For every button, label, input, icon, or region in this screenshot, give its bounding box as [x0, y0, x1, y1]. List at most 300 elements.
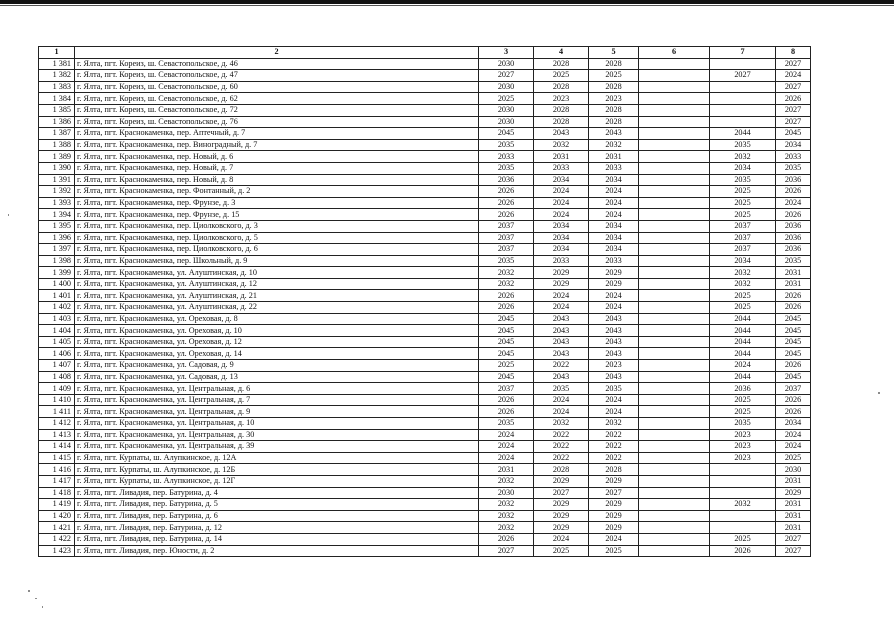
- row-number-cell: 1 408: [39, 371, 75, 383]
- year-cell-8: 2029: [776, 487, 811, 499]
- table-row: [39, 278, 811, 290]
- year-cell-5: 2024: [589, 290, 639, 302]
- year-cell-8: 2045: [776, 313, 811, 325]
- row-number-cell: 1 396: [39, 232, 75, 244]
- year-cell-4: 2024: [534, 394, 589, 406]
- row-number-cell: 1 414: [39, 441, 75, 453]
- table-row: [39, 267, 811, 279]
- address-cell: г. Ялта, пгт. Кореиз, ш. Севастопольское, д. 60: [75, 81, 479, 93]
- year-cell-8: 2027: [776, 533, 811, 545]
- year-cell-7: 2044: [710, 325, 776, 337]
- year-cell-3: 2031: [479, 464, 534, 476]
- year-cell-6: [639, 209, 710, 221]
- table-row: [39, 70, 811, 82]
- table-row: [39, 93, 811, 105]
- year-cell-5: 2043: [589, 313, 639, 325]
- year-cell-7: 2035: [710, 174, 776, 186]
- year-cell-6: [639, 464, 710, 476]
- address-cell: г. Ялта, пгт. Краснокаменка, пер. Аптечный, д. 7: [75, 128, 479, 140]
- year-cell-6: [639, 232, 710, 244]
- year-cell-8: 2031: [776, 510, 811, 522]
- year-cell-5: 2024: [589, 406, 639, 418]
- address-cell: г. Ялта, пгт. Краснокаменка, ул. Садовая, д. 9: [75, 360, 479, 372]
- year-cell-4: 2043: [534, 336, 589, 348]
- column-header: 1: [39, 47, 75, 59]
- year-cell-4: 2024: [534, 209, 589, 221]
- year-cell-8: 2026: [776, 302, 811, 314]
- year-cell-6: [639, 394, 710, 406]
- year-cell-5: 2023: [589, 93, 639, 105]
- year-cell-8: 2034: [776, 139, 811, 151]
- year-cell-8: 2034: [776, 418, 811, 430]
- year-cell-6: [639, 278, 710, 290]
- year-cell-7: 2023: [710, 452, 776, 464]
- row-number-cell: 1 383: [39, 81, 75, 93]
- address-cell: г. Ялта, пгт. Краснокаменка, пер. Новый, д. 8: [75, 174, 479, 186]
- scan-speck: [42, 606, 43, 608]
- year-cell-3: 2024: [479, 452, 534, 464]
- year-cell-7: 2025: [710, 394, 776, 406]
- address-cell: г. Ялта, пгт. Краснокаменка, пер. Циолковского, д. 6: [75, 244, 479, 256]
- address-cell: г. Ялта, пгт. Кореиз, ш. Севастопольское, д. 46: [75, 58, 479, 70]
- year-cell-3: 2030: [479, 104, 534, 116]
- column-header: 5: [589, 47, 639, 59]
- year-cell-3: 2045: [479, 336, 534, 348]
- year-cell-6: [639, 510, 710, 522]
- year-cell-5: 2031: [589, 151, 639, 163]
- address-cell: г. Ялта, пгт. Курпаты, ш. Алупкинское, д. 12Б: [75, 464, 479, 476]
- row-number-cell: 1 415: [39, 452, 75, 464]
- year-cell-7: [710, 522, 776, 534]
- row-number-cell: 1 393: [39, 197, 75, 209]
- year-cell-7: 2025: [710, 302, 776, 314]
- year-cell-8: 2045: [776, 348, 811, 360]
- row-number-cell: 1 385: [39, 104, 75, 116]
- row-number-cell: 1 392: [39, 186, 75, 198]
- year-cell-5: 2029: [589, 267, 639, 279]
- year-cell-8: 2035: [776, 255, 811, 267]
- year-cell-7: 2037: [710, 220, 776, 232]
- year-cell-8: 2045: [776, 371, 811, 383]
- table-row: [39, 209, 811, 221]
- address-cell: г. Ялта, пгт. Краснокаменка, ул. Центральная, д. 7: [75, 394, 479, 406]
- year-cell-6: [639, 302, 710, 314]
- year-cell-8: 2026: [776, 406, 811, 418]
- year-cell-5: 2025: [589, 70, 639, 82]
- year-cell-8: 2036: [776, 244, 811, 256]
- year-cell-7: 2025: [710, 186, 776, 198]
- year-cell-5: 2029: [589, 499, 639, 511]
- year-cell-5: 2024: [589, 533, 639, 545]
- year-cell-7: 2032: [710, 267, 776, 279]
- year-cell-4: 2043: [534, 313, 589, 325]
- year-cell-4: 2033: [534, 255, 589, 267]
- year-cell-8: 2027: [776, 116, 811, 128]
- address-cell: г. Ялта, пгт. Краснокаменка, ул. Ореховая, д. 14: [75, 348, 479, 360]
- table-row: [39, 522, 811, 534]
- address-cell: г. Ялта, пгт. Краснокаменка, пер. Виноградный, д. 7: [75, 139, 479, 151]
- address-cell: г. Ялта, пгт. Краснокаменка, ул. Центральная, д. 10: [75, 418, 479, 430]
- address-cell: г. Ялта, пгт. Краснокаменка, ул. Алуштинская, д. 22: [75, 302, 479, 314]
- address-cell: г. Ялта, пгт. Курпаты, ш. Алупкинское, д. 12А: [75, 452, 479, 464]
- year-cell-7: 2025: [710, 290, 776, 302]
- table-row: [39, 533, 811, 545]
- year-cell-4: 2028: [534, 116, 589, 128]
- year-cell-3: 2035: [479, 139, 534, 151]
- year-cell-7: 2044: [710, 348, 776, 360]
- year-cell-7: 2034: [710, 255, 776, 267]
- year-cell-6: [639, 58, 710, 70]
- scan-top-border-line: [0, 5, 894, 6]
- year-cell-3: 2026: [479, 406, 534, 418]
- year-cell-3: 2033: [479, 151, 534, 163]
- table-row: [39, 383, 811, 395]
- year-cell-5: 2029: [589, 510, 639, 522]
- year-cell-8: 2033: [776, 151, 811, 163]
- address-cell: г. Ялта, пгт. Краснокаменка, пер. Фрунзе, д. 15: [75, 209, 479, 221]
- year-cell-4: 2029: [534, 499, 589, 511]
- year-cell-5: 2043: [589, 371, 639, 383]
- year-cell-7: 2024: [710, 360, 776, 372]
- housing-schedule-table: [38, 46, 811, 557]
- year-cell-6: [639, 533, 710, 545]
- year-cell-3: 2045: [479, 313, 534, 325]
- year-cell-5: 2024: [589, 209, 639, 221]
- year-cell-6: [639, 487, 710, 499]
- year-cell-5: 2035: [589, 383, 639, 395]
- year-cell-6: [639, 406, 710, 418]
- year-cell-4: 2043: [534, 371, 589, 383]
- table-row: [39, 232, 811, 244]
- year-cell-3: 2032: [479, 267, 534, 279]
- year-cell-6: [639, 475, 710, 487]
- year-cell-7: 2025: [710, 533, 776, 545]
- address-cell: г. Ялта, пгт. Краснокаменка, ул. Ореховая, д. 12: [75, 336, 479, 348]
- row-number-cell: 1 413: [39, 429, 75, 441]
- scan-speck: [35, 598, 37, 599]
- year-cell-4: 2024: [534, 302, 589, 314]
- year-cell-7: [710, 464, 776, 476]
- year-cell-8: 2026: [776, 290, 811, 302]
- row-number-cell: 1 398: [39, 255, 75, 267]
- row-number-cell: 1 420: [39, 510, 75, 522]
- year-cell-7: 2025: [710, 406, 776, 418]
- year-cell-6: [639, 371, 710, 383]
- address-cell: г. Ялта, пгт. Курпаты, ш. Алупкинское, д. 12Г: [75, 475, 479, 487]
- year-cell-8: 2036: [776, 232, 811, 244]
- year-cell-5: 2043: [589, 348, 639, 360]
- year-cell-4: 2029: [534, 278, 589, 290]
- year-cell-7: [710, 58, 776, 70]
- year-cell-4: 2031: [534, 151, 589, 163]
- year-cell-6: [639, 522, 710, 534]
- year-cell-3: 2037: [479, 220, 534, 232]
- row-number-cell: 1 402: [39, 302, 75, 314]
- row-number-cell: 1 399: [39, 267, 75, 279]
- year-cell-8: 2031: [776, 475, 811, 487]
- year-cell-6: [639, 429, 710, 441]
- year-cell-8: 2045: [776, 128, 811, 140]
- year-cell-3: 2032: [479, 499, 534, 511]
- year-cell-5: 2028: [589, 116, 639, 128]
- table-row: [39, 475, 811, 487]
- year-cell-6: [639, 452, 710, 464]
- table-row: [39, 510, 811, 522]
- table-row: [39, 499, 811, 511]
- table-row: [39, 406, 811, 418]
- year-cell-7: 2032: [710, 499, 776, 511]
- year-cell-5: 2032: [589, 139, 639, 151]
- table-row: [39, 255, 811, 267]
- address-cell: г. Ялта, пгт. Краснокаменка, ул. Алуштинская, д. 12: [75, 278, 479, 290]
- year-cell-7: 2032: [710, 151, 776, 163]
- year-cell-4: 2029: [534, 522, 589, 534]
- year-cell-3: 2036: [479, 174, 534, 186]
- table-row: [39, 81, 811, 93]
- year-cell-6: [639, 336, 710, 348]
- table-row: [39, 394, 811, 406]
- year-cell-6: [639, 418, 710, 430]
- address-cell: г. Ялта, пгт. Краснокаменка, ул. Ореховая, д. 10: [75, 325, 479, 337]
- year-cell-4: 2022: [534, 452, 589, 464]
- year-cell-4: 2024: [534, 186, 589, 198]
- year-cell-6: [639, 93, 710, 105]
- year-cell-7: [710, 510, 776, 522]
- year-cell-8: 2031: [776, 522, 811, 534]
- address-cell: г. Ялта, пгт. Ливадия, пер. Батурина, д. 12: [75, 522, 479, 534]
- scan-top-border: [0, 0, 894, 4]
- year-cell-3: 2024: [479, 429, 534, 441]
- year-cell-6: [639, 70, 710, 82]
- table-row: [39, 104, 811, 116]
- column-header: 8: [776, 47, 811, 59]
- table-row: [39, 58, 811, 70]
- year-cell-7: 2035: [710, 139, 776, 151]
- row-number-cell: 1 416: [39, 464, 75, 476]
- row-number-cell: 1 411: [39, 406, 75, 418]
- address-cell: г. Ялта, пгт. Краснокаменка, ул. Центральная, д. 30: [75, 429, 479, 441]
- year-cell-3: 2032: [479, 510, 534, 522]
- row-number-cell: 1 419: [39, 499, 75, 511]
- row-number-cell: 1 391: [39, 174, 75, 186]
- year-cell-3: 2035: [479, 255, 534, 267]
- address-cell: г. Ялта, пгт. Краснокаменка, пер. Циолковского, д. 3: [75, 220, 479, 232]
- year-cell-8: 2045: [776, 336, 811, 348]
- year-cell-8: 2026: [776, 209, 811, 221]
- year-cell-8: 2037: [776, 383, 811, 395]
- row-number-cell: 1 400: [39, 278, 75, 290]
- year-cell-3: 2026: [479, 394, 534, 406]
- year-cell-4: 2025: [534, 545, 589, 557]
- address-cell: г. Ялта, пгт. Краснокаменка, пер. Новый, д. 7: [75, 162, 479, 174]
- row-number-cell: 1 421: [39, 522, 75, 534]
- row-number-cell: 1 409: [39, 383, 75, 395]
- year-cell-5: 2029: [589, 278, 639, 290]
- year-cell-4: 2034: [534, 174, 589, 186]
- year-cell-8: 2045: [776, 325, 811, 337]
- row-number-cell: 1 401: [39, 290, 75, 302]
- table-row: [39, 336, 811, 348]
- year-cell-4: 2029: [534, 475, 589, 487]
- year-cell-5: 2034: [589, 220, 639, 232]
- year-cell-6: [639, 174, 710, 186]
- year-cell-7: 2035: [710, 418, 776, 430]
- table-row: [39, 441, 811, 453]
- table-body: [39, 58, 811, 557]
- address-cell: г. Ялта, пгт. Краснокаменка, ул. Алуштинская, д. 21: [75, 290, 479, 302]
- row-number-cell: 1 407: [39, 360, 75, 372]
- year-cell-3: 2045: [479, 348, 534, 360]
- year-cell-7: [710, 487, 776, 499]
- year-cell-5: 2034: [589, 174, 639, 186]
- year-cell-5: 2034: [589, 244, 639, 256]
- scan-speck: [878, 392, 880, 394]
- year-cell-7: 2027: [710, 70, 776, 82]
- year-cell-6: [639, 104, 710, 116]
- table-row: [39, 162, 811, 174]
- year-cell-7: [710, 104, 776, 116]
- column-header: 6: [639, 47, 710, 59]
- address-cell: г. Ялта, пгт. Кореиз, ш. Севастопольское, д. 72: [75, 104, 479, 116]
- row-number-cell: 1 405: [39, 336, 75, 348]
- column-header: 2: [75, 47, 479, 59]
- year-cell-7: 2025: [710, 209, 776, 221]
- year-cell-8: 2030: [776, 464, 811, 476]
- address-cell: г. Ялта, пгт. Краснокаменка, ул. Садовая, д. 13: [75, 371, 479, 383]
- year-cell-3: 2026: [479, 197, 534, 209]
- row-number-cell: 1 422: [39, 533, 75, 545]
- table-row: [39, 452, 811, 464]
- table-row: [39, 151, 811, 163]
- row-number-cell: 1 406: [39, 348, 75, 360]
- year-cell-3: 2030: [479, 487, 534, 499]
- year-cell-7: 2044: [710, 313, 776, 325]
- year-cell-7: 2032: [710, 278, 776, 290]
- year-cell-4: 2025: [534, 70, 589, 82]
- year-cell-8: 2024: [776, 429, 811, 441]
- year-cell-6: [639, 313, 710, 325]
- table-row: [39, 545, 811, 557]
- address-cell: г. Ялта, пгт. Краснокаменка, пер. Фрунзе, д. 3: [75, 197, 479, 209]
- year-cell-8: 2031: [776, 499, 811, 511]
- year-cell-5: 2034: [589, 232, 639, 244]
- year-cell-4: 2032: [534, 139, 589, 151]
- year-cell-4: 2022: [534, 429, 589, 441]
- row-number-cell: 1 394: [39, 209, 75, 221]
- year-cell-8: 2026: [776, 360, 811, 372]
- year-cell-8: 2027: [776, 104, 811, 116]
- year-cell-5: 2027: [589, 487, 639, 499]
- year-cell-4: 2029: [534, 267, 589, 279]
- year-cell-4: 2032: [534, 418, 589, 430]
- year-cell-5: 2028: [589, 104, 639, 116]
- year-cell-4: 2023: [534, 93, 589, 105]
- year-cell-3: 2035: [479, 162, 534, 174]
- year-cell-3: 2037: [479, 232, 534, 244]
- year-cell-5: 2029: [589, 522, 639, 534]
- year-cell-4: 2024: [534, 290, 589, 302]
- year-cell-5: 2024: [589, 197, 639, 209]
- year-cell-6: [639, 81, 710, 93]
- year-cell-4: 2035: [534, 383, 589, 395]
- year-cell-8: 2024: [776, 70, 811, 82]
- row-number-cell: 1 381: [39, 58, 75, 70]
- address-cell: г. Ялта, пгт. Краснокаменка, ул. Центральная, д. 9: [75, 406, 479, 418]
- year-cell-5: 2033: [589, 162, 639, 174]
- year-cell-5: 2022: [589, 429, 639, 441]
- year-cell-3: 2032: [479, 522, 534, 534]
- address-cell: г. Ялта, пгт. Краснокаменка, пер. Циолковского, д. 5: [75, 232, 479, 244]
- address-cell: г. Ялта, пгт. Кореиз, ш. Севастопольское, д. 76: [75, 116, 479, 128]
- year-cell-4: 2029: [534, 510, 589, 522]
- year-cell-3: 2027: [479, 545, 534, 557]
- year-cell-6: [639, 197, 710, 209]
- year-cell-4: 2028: [534, 104, 589, 116]
- year-cell-6: [639, 128, 710, 140]
- year-cell-6: [639, 545, 710, 557]
- year-cell-3: 2037: [479, 244, 534, 256]
- table-row: [39, 174, 811, 186]
- table-row: [39, 371, 811, 383]
- year-cell-5: 2023: [589, 360, 639, 372]
- table-row: [39, 302, 811, 314]
- table-row: [39, 186, 811, 198]
- year-cell-4: 2024: [534, 406, 589, 418]
- address-cell: г. Ялта, пгт. Краснокаменка, пер. Фонтанный, д. 2: [75, 186, 479, 198]
- year-cell-6: [639, 290, 710, 302]
- row-number-cell: 1 412: [39, 418, 75, 430]
- year-cell-3: 2037: [479, 383, 534, 395]
- year-cell-5: 2029: [589, 475, 639, 487]
- year-cell-7: 2037: [710, 232, 776, 244]
- year-cell-3: 2030: [479, 81, 534, 93]
- year-cell-5: 2024: [589, 394, 639, 406]
- row-number-cell: 1 404: [39, 325, 75, 337]
- year-cell-3: 2026: [479, 533, 534, 545]
- address-cell: г. Ялта, пгт. Краснокаменка, пер. Школьный, д. 9: [75, 255, 479, 267]
- year-cell-7: 2044: [710, 371, 776, 383]
- year-cell-7: [710, 475, 776, 487]
- year-cell-3: 2030: [479, 58, 534, 70]
- year-cell-6: [639, 360, 710, 372]
- address-cell: г. Ялта, пгт. Ливадия, пер. Батурина, д. 4: [75, 487, 479, 499]
- year-cell-8: 2024: [776, 197, 811, 209]
- row-number-cell: 1 386: [39, 116, 75, 128]
- address-cell: г. Ялта, пгт. Краснокаменка, ул. Ореховая, д. 8: [75, 313, 479, 325]
- scan-speck: [8, 214, 9, 216]
- year-cell-7: 2023: [710, 441, 776, 453]
- address-cell: г. Ялта, пгт. Краснокаменка, ул. Центральная, д. 6: [75, 383, 479, 395]
- year-cell-7: 2025: [710, 197, 776, 209]
- table-row: [39, 220, 811, 232]
- year-cell-4: 2034: [534, 244, 589, 256]
- year-cell-7: [710, 93, 776, 105]
- year-cell-7: [710, 116, 776, 128]
- year-cell-4: 2024: [534, 533, 589, 545]
- year-cell-4: 2028: [534, 58, 589, 70]
- row-number-cell: 1 384: [39, 93, 75, 105]
- column-header: 7: [710, 47, 776, 59]
- year-cell-5: 2028: [589, 464, 639, 476]
- year-cell-8: 2025: [776, 452, 811, 464]
- row-number-cell: 1 395: [39, 220, 75, 232]
- year-cell-7: 2034: [710, 162, 776, 174]
- address-cell: г. Ялта, пгт. Ливадия, пер. Батурина, д. 5: [75, 499, 479, 511]
- year-cell-6: [639, 162, 710, 174]
- year-cell-6: [639, 220, 710, 232]
- year-cell-3: 2032: [479, 278, 534, 290]
- table-row: [39, 197, 811, 209]
